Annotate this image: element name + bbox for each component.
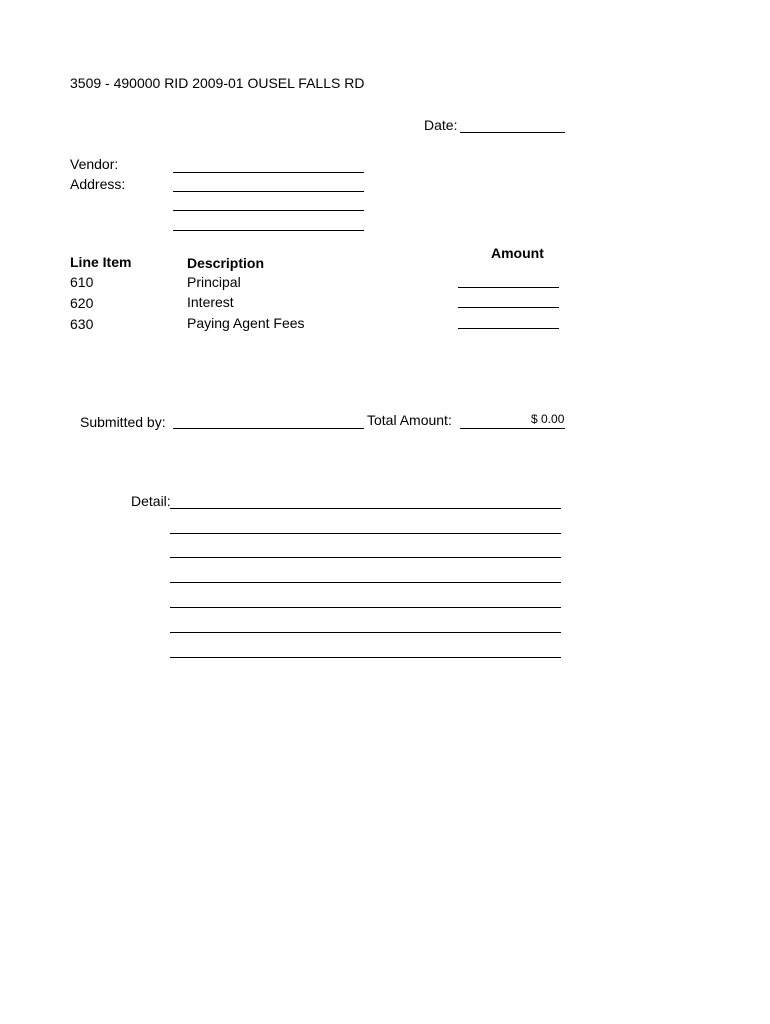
detail-line-7[interactable] xyxy=(170,657,561,658)
address-field-2[interactable] xyxy=(173,210,364,211)
total-amount-value: $ 0.00 xyxy=(531,412,565,426)
vendor-label: Vendor: xyxy=(70,156,119,172)
line-item-description: Interest xyxy=(187,294,234,310)
detail-line-3[interactable] xyxy=(170,557,561,558)
amount-field-principal[interactable] xyxy=(458,287,559,288)
line-item-header: Line Item xyxy=(70,254,132,270)
document-title: 3509 - 490000 RID 2009-01 OUSEL FALLS RD xyxy=(70,75,365,91)
address-label: Address: xyxy=(70,176,126,192)
line-item-description: Principal xyxy=(187,274,241,290)
address-field-3[interactable] xyxy=(173,230,364,231)
line-item-code: 630 xyxy=(70,316,94,332)
submitted-by-label: Submitted by: xyxy=(80,414,166,430)
amount-header: Amount xyxy=(491,245,544,261)
total-amount-label: Total Amount: xyxy=(367,412,452,428)
date-label: Date: xyxy=(424,117,458,133)
date-field[interactable] xyxy=(460,132,565,133)
detail-line-5[interactable] xyxy=(170,607,561,608)
line-item-description: Paying Agent Fees xyxy=(187,315,305,331)
detail-line-4[interactable] xyxy=(170,582,561,583)
amount-field-paying-agent-fees[interactable] xyxy=(458,328,559,329)
amount-field-interest[interactable] xyxy=(458,307,559,308)
vendor-field[interactable] xyxy=(173,172,364,173)
submitted-by-field[interactable] xyxy=(173,428,364,429)
detail-line-1[interactable] xyxy=(170,508,561,509)
address-field-1[interactable] xyxy=(173,191,364,192)
description-header: Description xyxy=(187,255,265,271)
line-item-code: 620 xyxy=(70,295,94,311)
detail-line-2[interactable] xyxy=(170,533,561,534)
total-amount-field[interactable] xyxy=(460,428,565,429)
detail-label: Detail: xyxy=(131,493,171,509)
line-item-code: 610 xyxy=(70,274,94,290)
detail-line-6[interactable] xyxy=(170,632,561,633)
